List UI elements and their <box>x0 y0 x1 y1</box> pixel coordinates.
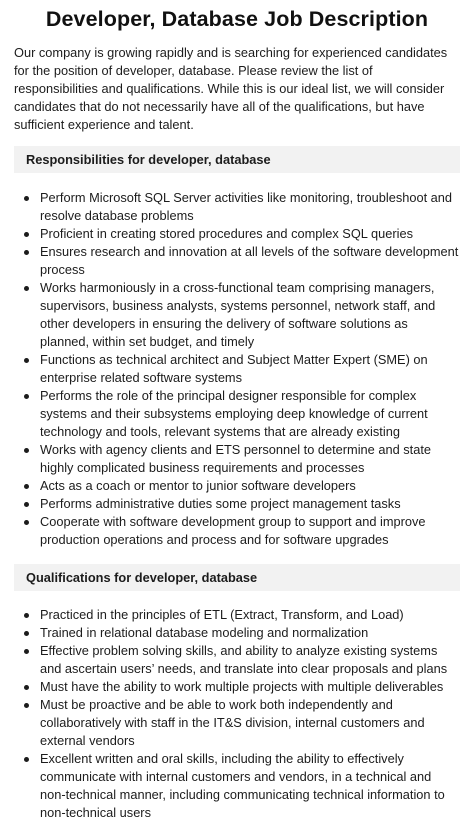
list-item <box>14 279 460 351</box>
bullet-icon <box>24 394 29 399</box>
bullet-icon <box>24 757 29 762</box>
list-item-text: Acts as a coach or mentor to junior software developers <box>40 478 356 493</box>
list-item-text: Performs administrative duties some project management tasks <box>40 496 401 511</box>
bullet-icon <box>24 613 29 618</box>
bullet-icon <box>24 232 29 237</box>
responsibilities-heading: Responsibilities for developer, database <box>14 146 460 173</box>
bullet-icon <box>24 358 29 363</box>
list-item <box>14 477 460 495</box>
list-item-text: Practiced in the principles of ETL (Extract, Transform, and Load) <box>40 607 404 622</box>
bullet-icon <box>24 703 29 708</box>
list-item <box>14 225 460 243</box>
list-item <box>14 750 460 822</box>
list-item-text: Ensures research and innovation at all levels of the software development process <box>40 244 459 277</box>
page-title: Developer, Database Job Description <box>45 7 429 31</box>
intro-paragraph: Our company is growing rapidly and is searching for experienced candidates for the position of developer, database. Please review the list of responsibilities and qualifications. While this is our ideal list, we will consider candidates that do not necessarily have all of the qualifications, but have sufficient experience and talent. <box>14 45 448 132</box>
qualifications-list <box>14 606 460 822</box>
list-item-text: Excellent written and oral skills, including the ability to effectively communicate with internal customers and vendors, in a technical and non-technical manner, including communicating technical information to non-technical users <box>40 751 445 820</box>
bullet-icon <box>24 286 29 291</box>
list-item-text: Works with agency clients and ETS personnel to determine and state highly complicated business requirements and processes <box>40 442 431 475</box>
list-item <box>14 624 460 642</box>
list-item-text: Functions as technical architect and Subject Matter Expert (SME) on enterprise related software systems <box>40 352 428 385</box>
bullet-icon <box>24 250 29 255</box>
list-item-text: Works harmoniously in a cross-functional team comprising managers, supervisors, business analysts, systems personnel, network staff, and other developers in ensuring the delivery of software solutions as planned, within set budget, and timely <box>40 280 436 349</box>
list-item <box>14 642 460 678</box>
list-item <box>14 351 460 387</box>
list-item-text: Cooperate with software development group to support and improve production operations and process and for software upgrades <box>40 514 426 547</box>
bullet-icon <box>24 631 29 636</box>
list-item <box>14 495 460 513</box>
responsibilities-list <box>14 189 460 549</box>
list-item <box>14 678 460 696</box>
bullet-icon <box>24 448 29 453</box>
bullet-icon <box>24 649 29 654</box>
list-item-text: Trained in relational database modeling and normalization <box>40 625 369 640</box>
list-item-text: Performs the role of the principal designer responsible for complex systems and their subsystems employing deep knowledge of current technology and tools, relevant systems that are already existing <box>40 388 428 439</box>
bullet-icon <box>24 685 29 690</box>
list-item <box>14 606 460 624</box>
bullet-icon <box>24 484 29 489</box>
bullet-icon <box>24 520 29 525</box>
list-item <box>14 513 460 549</box>
list-item-text: Proficient in creating stored procedures and complex SQL queries <box>40 226 413 241</box>
list-item <box>14 387 460 441</box>
bullet-icon <box>24 502 29 507</box>
list-item-text: Must have the ability to work multiple projects with multiple deliverables <box>40 679 444 694</box>
list-item-text: Perform Microsoft SQL Server activities like monitoring, troubleshoot and resolve database problems <box>40 190 453 223</box>
list-item <box>14 243 460 279</box>
qualifications-heading: Qualifications for developer, database <box>14 564 460 591</box>
list-item-text: Effective problem solving skills, and ability to analyze existing systems and ascertain users’ needs, and translate into clear proposals and plans <box>40 643 448 676</box>
list-item <box>14 441 460 477</box>
list-item-text: Must be proactive and be able to work both independently and collaboratively with staff in the IT&S division, internal customers and external vendors <box>40 697 425 748</box>
list-item <box>14 189 460 225</box>
bullet-icon <box>24 196 29 201</box>
list-item <box>14 696 460 750</box>
